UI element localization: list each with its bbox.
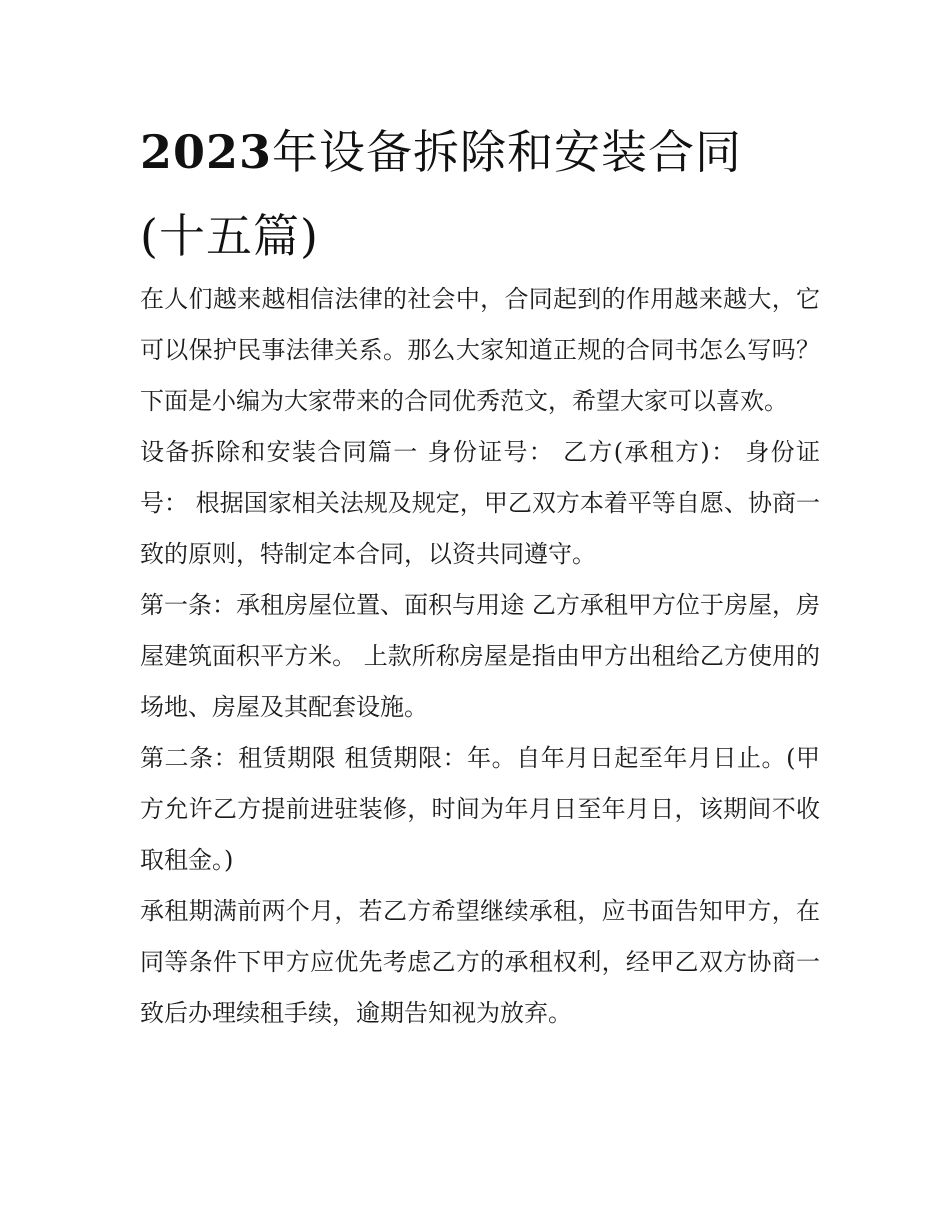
- paragraph-article-two: 第二条：租赁期限 租赁期限：年。自年月日起至年月日止。(甲方允许乙方提前进驻装修，时间为年月日至年月日，该期间不收取租金。): [140, 744, 820, 874]
- paragraph-renewal: 承租期满前两个月，若乙方希望继续承租，应书面告知甲方，在同等条件下甲方应优先考虑乙方的承租权利，经甲乙双方协商一致后办理续租手续，逾期告知视为放弃。: [140, 897, 820, 1027]
- paragraph-section-one: 设备拆除和安装合同篇一 身份证号： 乙方(承租方)： 身份证号： 根据国家相关法规及规定，甲乙双方本着平等自愿、协商一致的原则，特制定本合同，以资共同遵守。: [140, 438, 820, 568]
- title-text-line2: (十五篇): [140, 209, 319, 263]
- paragraph-article-one: 第一条：承租房屋位置、面积与用途 乙方承租甲方位于房屋，房屋建筑面积平方米。 上款所称房屋是指由甲方出租给乙方使用的场地、房屋及其配套设施。: [140, 591, 820, 721]
- paragraph-intro: 在人们越来越相信法律的社会中，合同起到的作用越来越大，它可以保护民事法律关系。那么大家知道正规的合同书怎么写吗？下面是小编为大家带来的合同优秀范文，希望大家可以喜欢。: [140, 285, 820, 415]
- title-year: 2023: [140, 125, 273, 179]
- document-title: [140, 110, 820, 278]
- document-body: [140, 274, 820, 1039]
- title-text-line1: 年设备拆除和安装合同: [272, 125, 743, 179]
